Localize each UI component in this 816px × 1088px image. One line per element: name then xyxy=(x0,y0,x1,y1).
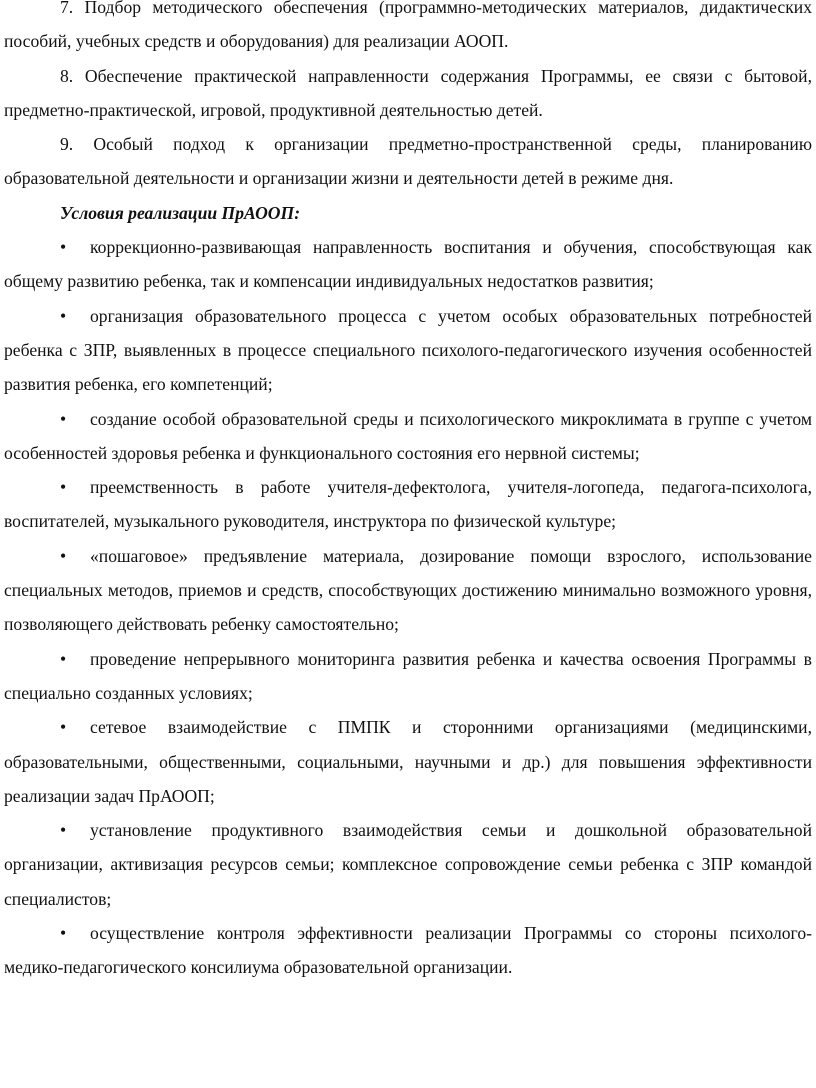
bullet-text: «пошаговое» предъявление материала, дозирование помощи взрослого, использование специальных методов, приемов и средств, способствующих достижению минимально возможного уровня, позволяющего действовать ребенку самостоятельно; xyxy=(4,545,812,635)
bullet-item xyxy=(4,642,812,711)
bullet-item xyxy=(4,813,812,916)
numbered-item-7: 7. Подбор методического обеспечения (программно-методических материалов, дидактических пособий, учебных средств и оборудования) для реализации АООП. xyxy=(4,0,812,52)
bullet-item xyxy=(4,402,812,471)
numbered-item-9: 9. Особый подход к организации предметно-пространственной среды, планированию образовательной деятельности и организации жизни и деятельности детей в режиме дня. xyxy=(4,134,812,189)
bullet-mark: • xyxy=(60,717,67,738)
bullet-mark: • xyxy=(60,237,67,258)
bullet-mark: • xyxy=(60,305,67,326)
bullet-item xyxy=(4,230,812,299)
bullet-mark: • xyxy=(60,820,67,841)
bullet-text: организация образовательного процесса с учетом особых образовательных потребностей ребенка с ЗПР, выявленных в процессе специального психолого-педагогического изучения особенностей развития ребенка, его компетенций; xyxy=(4,305,812,395)
bullet-item xyxy=(4,299,812,402)
numbered-item-8: 8. Обеспечение практической направленности содержания Программы, ее связи с бытовой, предметно-практической, игровой, продуктивной деятельностью детей. xyxy=(4,65,812,120)
bullet-item xyxy=(4,539,812,642)
bullet-text: установление продуктивного взаимодействия семьи и дошкольной образовательной организации, активизация ресурсов семьи; комплексное сопровождение семьи ребенка с ЗПР командой специалистов; xyxy=(4,820,812,909)
bullet-mark: • xyxy=(60,648,67,669)
bullet-text: проведение непрерывного мониторинга развития ребенка и качества освоения Программы в специально созданных условиях; xyxy=(4,648,812,703)
bullet-mark: • xyxy=(60,923,67,944)
bullet-mark: • xyxy=(60,477,67,498)
bullet-item xyxy=(4,710,812,813)
bullet-text: преемственность в работе учителя-дефектолога, учителя-логопеда, педагога-психолога, воспитателей, музыкального руководителя, инструктора по физической культуре; xyxy=(4,477,812,532)
bullet-item xyxy=(4,470,812,539)
bullet-item xyxy=(4,916,812,985)
bullet-text: создание особой образовательной среды и психологического микроклимата в группе с учетом особенностей здоровья ребенка и функционального состояния его нервной системы; xyxy=(4,408,812,463)
bullet-text: коррекционно-развивающая направленность воспитания и обучения, способствующая как общему развитию ребенка, так и компенсации индивидуальных недостатков развития; xyxy=(4,237,812,292)
bullet-text: осуществление контроля эффективности реализации Программы со стороны психолого-медико-педагогического консилиума образовательной организации. xyxy=(4,923,812,978)
bullet-text: сетевое взаимодействие с ПМПК и сторонними организациями (медицинскими, образовательными, общественными, социальными, научными и др.) для повышения эффективности реализации задач ПрАООП; xyxy=(4,717,812,806)
bullet-mark: • xyxy=(60,408,67,429)
bullet-mark: • xyxy=(60,545,67,566)
section-heading: Условия реализации ПрАООП: xyxy=(60,202,301,223)
